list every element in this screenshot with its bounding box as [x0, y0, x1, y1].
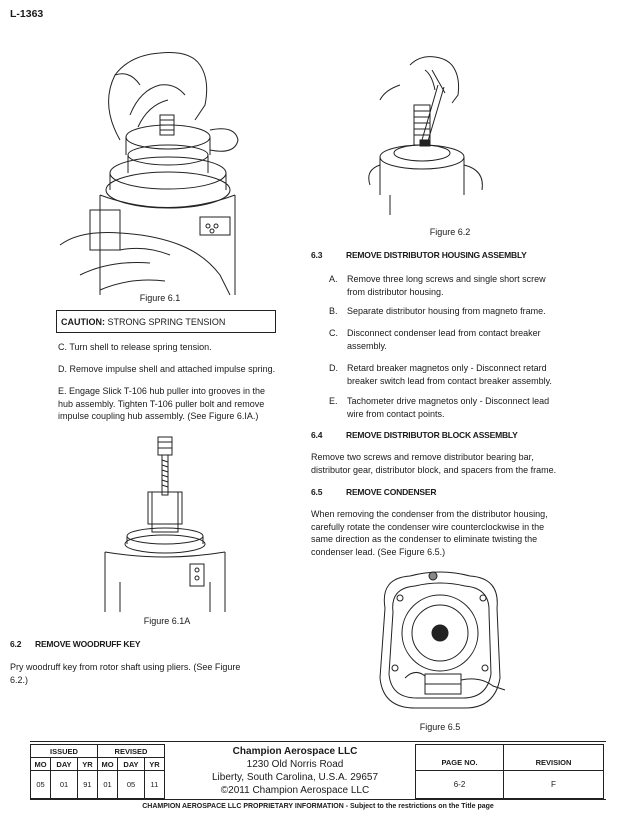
step-e — [58, 385, 265, 423]
col-header: YR — [77, 758, 97, 771]
date-cell: 11 — [144, 771, 164, 799]
page-revision-table — [415, 744, 604, 799]
figure-6-1-illustration — [60, 45, 290, 295]
section-6-3-title: REMOVE DISTRIBUTOR HOUSING ASSEMBLY — [346, 250, 527, 260]
section-6-5-line: When removing the condenser from the distributor housing, — [311, 509, 548, 519]
section-6-5-line: condenser lead. (See Figure 6.5.) — [311, 546, 446, 557]
figure-6-2-illustration — [370, 45, 600, 215]
figure-6-2-caption: Figure 6.2 — [429, 227, 471, 237]
col-header: DAY — [51, 758, 78, 771]
caution-box — [56, 310, 276, 333]
company-address-1: 1230 Old Norris Road — [246, 759, 344, 770]
company-name: Champion Aerospace LLC — [232, 746, 358, 757]
section-6-2-number: 6.2 — [10, 639, 22, 649]
page-no-label: PAGE NO. — [416, 745, 504, 771]
document-number: L-1363 — [10, 8, 44, 20]
col-header: YR — [144, 758, 164, 771]
step-c: C. Turn shell to release spring tension. — [58, 342, 212, 352]
step-e-line: E. Engage Slick T-106 hub puller into grooves in the — [58, 386, 265, 396]
step-line: assembly. — [347, 340, 387, 351]
date-cell: 05 — [118, 771, 145, 799]
section-6-5-text — [311, 508, 548, 558]
section-6-5-line: carefully rotate the condenser wire counterclockwise in the — [311, 521, 545, 532]
step-line: from distributor housing. — [347, 286, 444, 297]
figure-6-1-caption: Figure 6.1 — [139, 293, 181, 303]
col-header: DAY — [118, 758, 145, 771]
company-address-2: Liberty, South Carolina, U.S.A. 29657 — [211, 772, 379, 783]
col-header: MO — [31, 758, 51, 771]
section-6-4-line: Remove two screws and remove distributor bearing bar, — [311, 452, 534, 462]
section-6-5-number: 6.5 — [311, 487, 323, 497]
step-letter: E. — [329, 396, 338, 406]
section-6-4-number: 6.4 — [311, 430, 323, 440]
copyright: ©2011 Champion Aerospace LLC — [220, 785, 370, 796]
step-line: Remove three long screws and single short screw — [347, 274, 546, 284]
company-block — [210, 746, 380, 796]
section-6-2-text — [10, 661, 240, 686]
section-6-5-line: same direction as the condenser to eliminate twisting the — [311, 534, 538, 544]
step-letter: B. — [329, 306, 338, 316]
figure-6-1a-caption: Figure 6.1A — [143, 616, 191, 626]
date-cell: 01 — [98, 771, 118, 799]
section-6-4-title: REMOVE DISTRIBUTOR BLOCK ASSEMBLY — [346, 430, 518, 440]
step-line: Tachometer drive magnetos only - Disconnect lead — [347, 396, 550, 406]
section-6-5-title: REMOVE CONDENSER — [346, 487, 437, 497]
footer-bottom-rule — [30, 799, 606, 800]
step-line: Disconnect condenser lead from contact breaker — [347, 328, 541, 338]
section-6-2-line: 6.2.) — [10, 674, 29, 685]
revision-label: REVISION — [504, 745, 604, 771]
section-6-2-line: Pry woodruff key from rotor shaft using pliers. (See Figure — [10, 662, 241, 672]
figure-6-5-illustration — [365, 568, 515, 718]
proprietary-notice: CHAMPION AEROSPACE LLC PROPRIETARY INFORMATION - Subject to the restrictions on the Title page — [142, 803, 494, 810]
step-line: Separate distributor housing from magneto frame. — [347, 306, 546, 316]
col-header: MO — [98, 758, 118, 771]
step-letter: A. — [329, 274, 338, 284]
section-6-3-number: 6.3 — [311, 250, 323, 260]
step-d: D. Remove impulse shell and attached impulse spring. — [58, 364, 276, 374]
figure-6-5-caption: Figure 6.5 — [419, 722, 461, 732]
section-6-2-title: REMOVE WOODRUFF KEY — [35, 639, 141, 649]
issue-revision-table — [30, 744, 165, 799]
date-cell: 91 — [77, 771, 97, 799]
revised-label: REVISED — [98, 745, 165, 758]
revision-value: F — [504, 771, 604, 799]
page-no-value: 6-2 — [416, 771, 504, 799]
issued-label: ISSUED — [31, 745, 98, 758]
step-e-line: impulse coupling hub assembly. (See Figure 6.IA.) — [58, 411, 259, 421]
step-letter: D. — [329, 363, 338, 373]
footer-top-rule — [30, 741, 606, 742]
section-6-4-text — [311, 451, 556, 476]
caution-label: CAUTION: — [61, 317, 105, 327]
step-letter: C. — [329, 328, 338, 338]
step-line: breaker switch lead from contact breaker assembly. — [347, 375, 552, 386]
date-cell: 01 — [51, 771, 78, 799]
figure-6-1a-illustration — [100, 432, 240, 612]
step-line: wire from contact points. — [347, 408, 445, 419]
date-cell: 05 — [31, 771, 51, 799]
section-6-4-line: distributor gear, distributor block, and spacers from the frame. — [311, 464, 557, 475]
step-e-line: hub assembly. Tighten T-106 puller bolt and remove — [58, 398, 265, 409]
step-line: Retard breaker magnetos only - Disconnect retard — [347, 363, 547, 373]
caution-text: STRONG SPRING TENSION — [105, 317, 226, 327]
